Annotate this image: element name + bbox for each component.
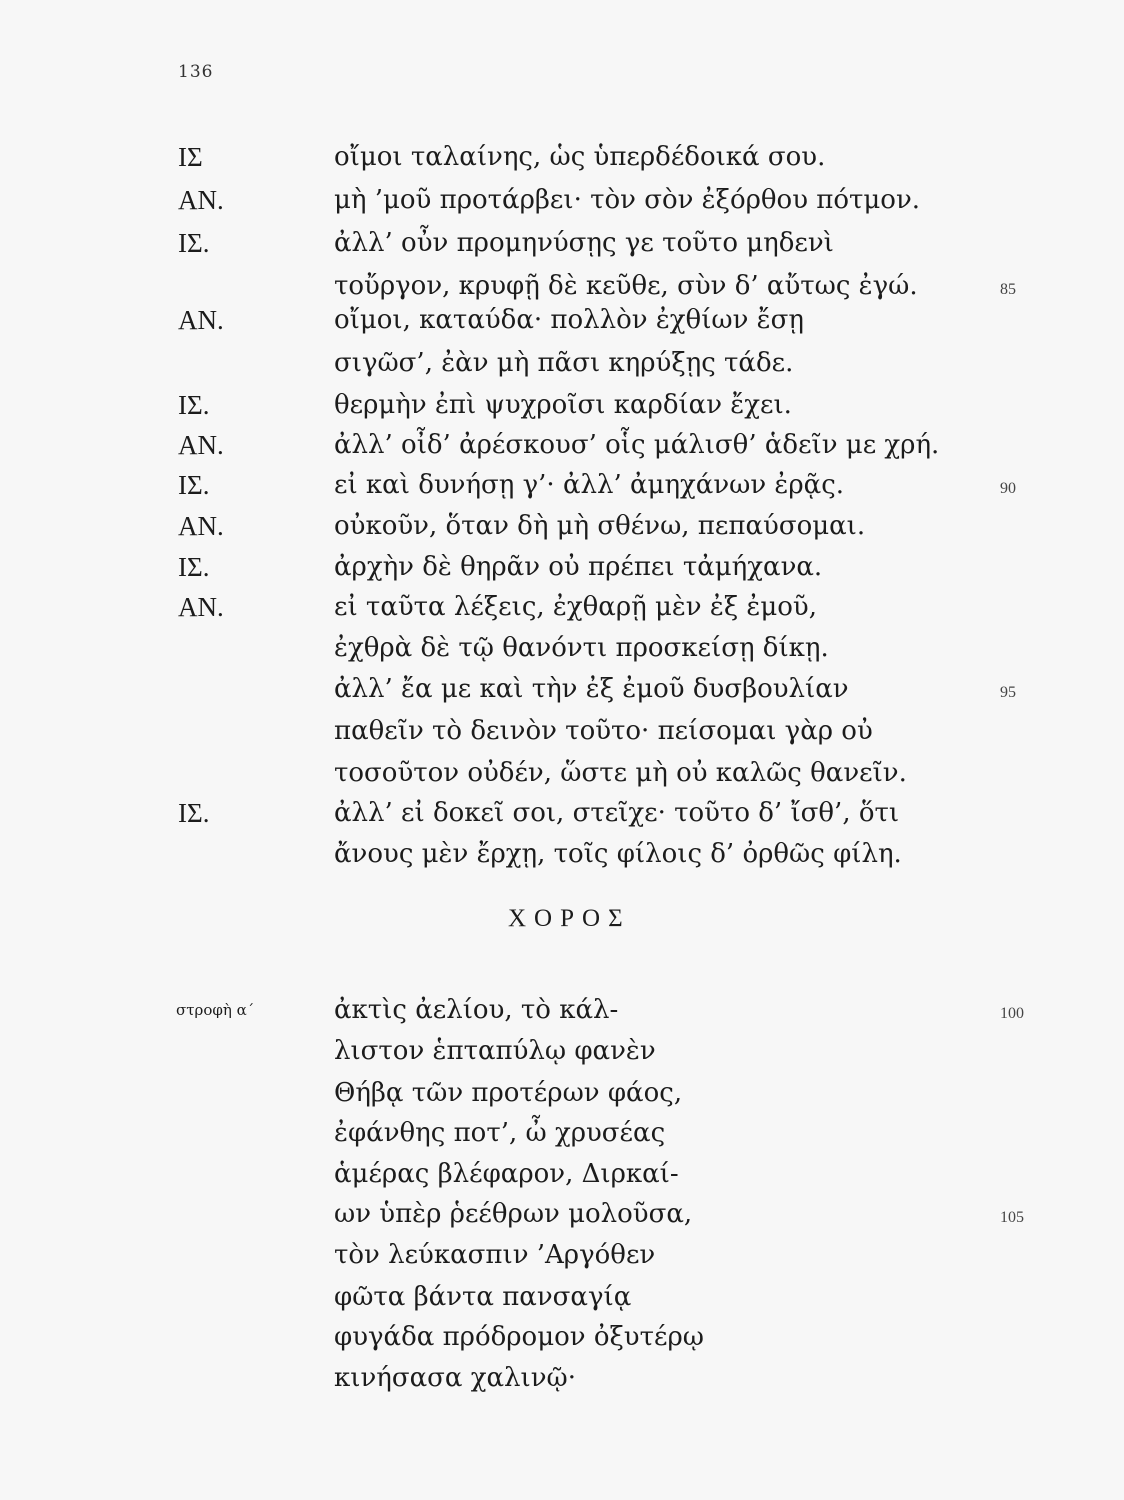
line-number: 100 <box>1000 1005 1024 1022</box>
verse-line <box>0 668 1124 710</box>
verse-text: τὸν λεύκασπιν ’Αργόθεν <box>334 1240 656 1270</box>
verse-line <box>0 1193 1124 1235</box>
strophe-label: στροφὴ α΄ <box>176 1001 255 1019</box>
verse-text: μὴ ’μοῦ προτάρβει· τὸν σὸν ἐξόρθου πότμον. <box>334 185 921 215</box>
speaker-label: ΙΣ. <box>178 390 210 420</box>
speaker-label: ΑΝ. <box>178 511 224 541</box>
verse-line <box>0 136 1124 178</box>
verse-text: ἀλλ’ οὖν προμηνύσῃς γε τοῦτο μηδενὶ <box>334 228 834 258</box>
verse-text: ἐχθρὰ δὲ τῷ θανόντι προσκείσῃ δίκῃ. <box>334 633 829 663</box>
verse-line <box>0 342 1124 384</box>
verse-text: Θήβᾳ τῶν προτέρων φάος, <box>334 1078 683 1108</box>
verse-text: παθεῖν τὸ δεινὸν τοῦτο· πείσομαι γὰρ οὐ <box>334 716 873 746</box>
verse-text: τοὔργον, κρυφῇ δὲ κεῦθε, σὺν δ’ αὔτως ἐγώ. <box>334 271 918 301</box>
verse-text: τοσοῦτον οὐδέν, ὥστε μὴ οὐ καλῶς θανεῖν. <box>334 758 907 788</box>
verse-text: ων ὑπὲρ ῥεέθρων μολοῦσα, <box>334 1199 693 1229</box>
verse-line <box>0 464 1124 506</box>
verse-text: ἀλλ’ ἔα με καὶ τὴν ἐξ ἐμοῦ δυσβουλίαν <box>334 674 849 704</box>
verse-text: ἐφάνθης ποτ’, ὦ χρυσέας <box>334 1118 666 1148</box>
verse-text: ἄνους μὲν ἔρχῃ, τοῖς φίλοις δ’ ὀρθῶς φίλη. <box>334 839 902 869</box>
chorus-heading: ΧΟΡΟΣ <box>508 905 631 932</box>
verse-line <box>0 1316 1124 1358</box>
verse-line <box>0 1072 1124 1114</box>
verse-line <box>0 546 1124 588</box>
verse-text: ἁμέρας βλέφαρον, Διρκαί- <box>334 1159 679 1189</box>
verse-line <box>0 752 1124 794</box>
verse-text: ἀρχὴν δὲ θηρᾶν οὐ πρέπει τἀμήχανα. <box>334 552 823 582</box>
speaker-label: ΙΣ <box>178 142 203 172</box>
verse-line <box>0 627 1124 669</box>
page-number: 136 <box>178 62 214 82</box>
verse-text: εἰ ταῦτα λέξεις, ἐχθαρῇ μὲν ἐξ ἐμοῦ, <box>334 592 817 622</box>
line-number: 95 <box>1000 684 1016 701</box>
verse-line <box>0 989 1124 1031</box>
speaker-label: ΑΝ. <box>178 430 224 460</box>
verse-line <box>0 424 1124 466</box>
verse-text: λιστον ἑπταπύλῳ φανὲν <box>334 1036 656 1066</box>
verse-text: φυγάδα πρόδρομον ὀξυτέρῳ <box>334 1322 704 1352</box>
verse-line <box>0 1112 1124 1154</box>
verse-line <box>0 1030 1124 1072</box>
verse-text: οἴμοι, καταύδα· πολλὸν ἐχθίων ἔσῃ <box>334 305 804 335</box>
speaker-label: ΑΝ. <box>178 592 224 622</box>
verse-line <box>0 1276 1124 1318</box>
line-number: 85 <box>1000 281 1016 298</box>
verse-text: οὐκοῦν, ὅταν δὴ μὴ σθένω, πεπαύσομαι. <box>334 511 866 541</box>
verse-text: ἀλλ’ εἰ δοκεῖ σοι, στεῖχε· τοῦτο δ’ ἴσθ’, ὅτι <box>334 798 900 828</box>
line-number: 90 <box>1000 480 1016 497</box>
verse-text: οἴμοι ταλαίνης, ὡς ὑπερδέδοικά σου. <box>334 142 826 172</box>
verse-text: φῶτα βάντα πανσαγίᾳ <box>334 1282 632 1312</box>
verse-text: εἰ καὶ δυνήσῃ γ’· ἀλλ’ ἀμηχάνων ἐρᾷς. <box>334 470 845 500</box>
verse-line <box>0 384 1124 426</box>
speaker-label: ΑΝ. <box>178 185 224 215</box>
verse-line <box>0 1357 1124 1399</box>
speaker-label: ΙΣ. <box>178 798 210 828</box>
line-number: 105 <box>1000 1209 1024 1226</box>
speaker-label: ΙΣ. <box>178 228 210 258</box>
verse-line <box>0 792 1124 834</box>
verse-text: θερμὴν ἐπὶ ψυχροῖσι καρδίαν ἔχει. <box>334 390 792 420</box>
speaker-label: ΑΝ. <box>178 305 224 335</box>
verse-line <box>0 586 1124 628</box>
verse-line <box>0 222 1124 264</box>
verse-line <box>0 833 1124 875</box>
verse-text: ἀκτὶς ἀελίου, τὸ κάλ- <box>334 995 619 1025</box>
speaker-label: ΙΣ. <box>178 552 210 582</box>
verse-line <box>0 1234 1124 1276</box>
speaker-label: ΙΣ. <box>178 470 210 500</box>
verse-line <box>0 710 1124 752</box>
verse-line <box>0 299 1124 341</box>
verse-line <box>0 505 1124 547</box>
verse-line <box>0 1153 1124 1195</box>
verse-line <box>0 179 1124 221</box>
verse-text: ἀλλ’ οἶδ’ ἀρέσκουσ’ οἷς μάλισθ’ ἁδεῖν με χρή. <box>334 430 940 460</box>
verse-text: κινήσασα χαλινῷ· <box>334 1363 576 1393</box>
verse-text: σιγῶσ’, ἐὰν μὴ πᾶσι κηρύξῃς τάδε. <box>334 348 794 378</box>
